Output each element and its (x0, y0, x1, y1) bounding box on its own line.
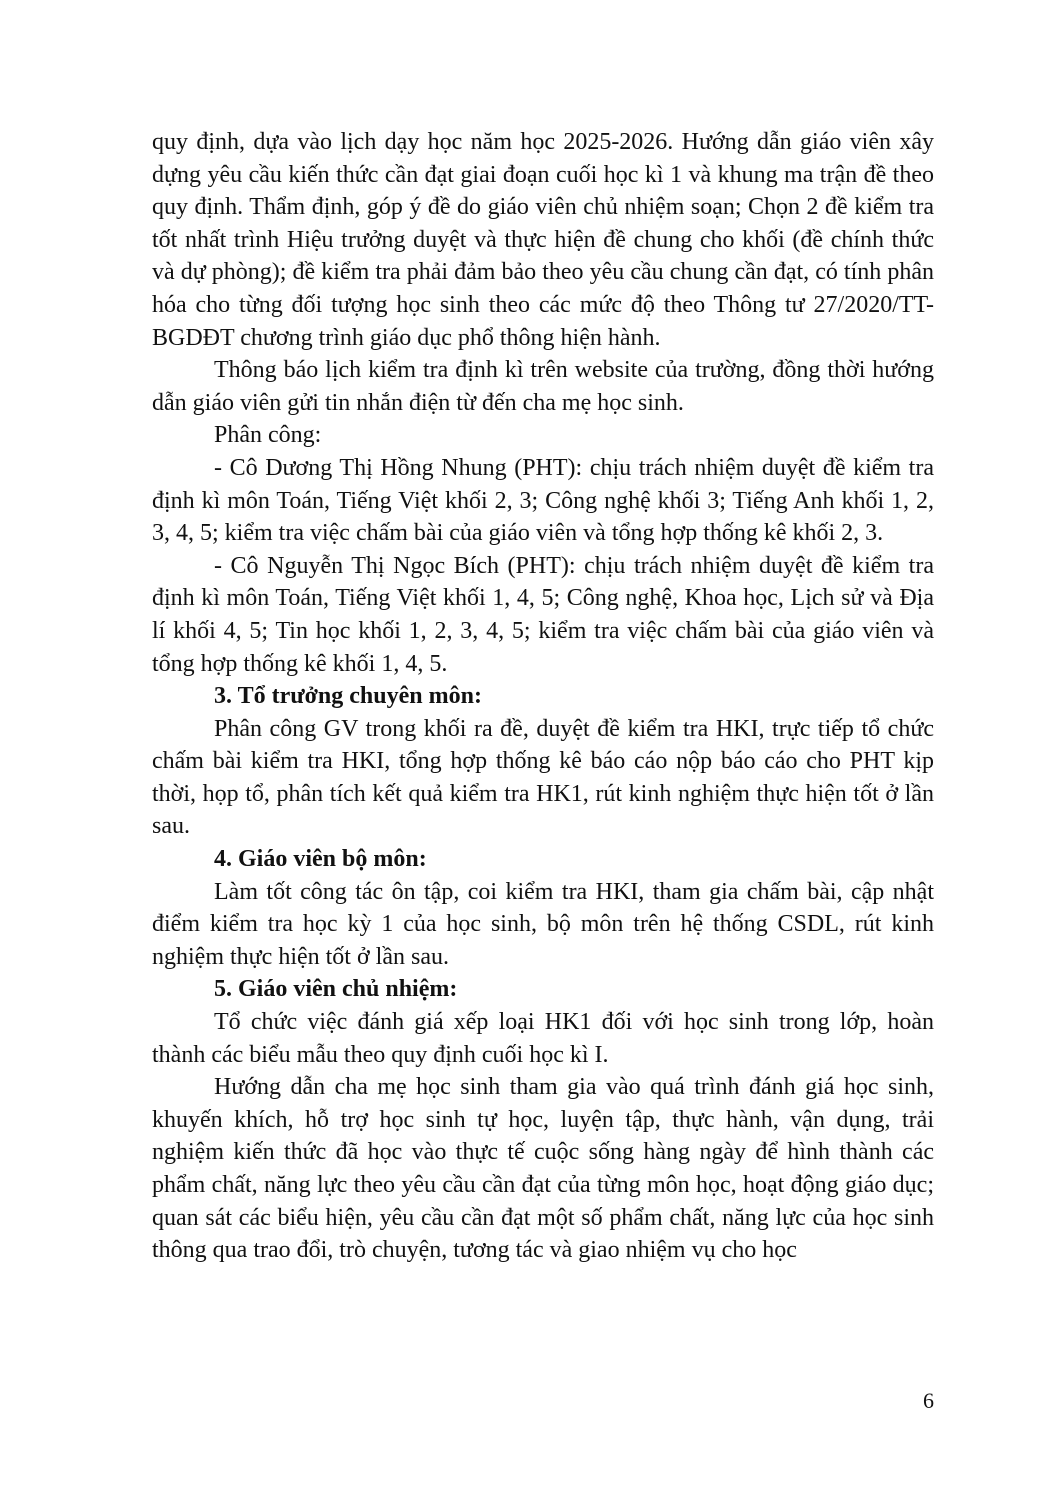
paragraph-section-4: Làm tốt công tác ôn tập, coi kiểm tra HKI, tham gia chấm bài, cập nhật điểm kiểm tra học kỳ 1 của học sinh, bộ môn trên hệ thống CSDL, rút kinh nghiệm thực hiện tốt ở lần sau. (152, 878, 934, 970)
paragraph-assign-1: - Cô Dương Thị Hồng Nhung (PHT): chịu trách nhiệm duyệt đề kiểm tra định kì môn Toán, Tiếng Việt khối 2, 3; Công nghệ khối 3; Tiếng Anh khối 1, 2, 3, 4, 5; kiểm tra việc chấm bài của giáo viên và tổng hợp thống kê khối 2, 3. (152, 454, 934, 547)
paragraph-notice: Thông báo lịch kiểm tra định kì trên website của trường, đồng thời hướng dẫn giáo viên gửi tin nhắn điện từ đến cha mẹ học sinh. (152, 357, 934, 416)
section-5-heading: 5. Giáo viên chủ nhiệm: (214, 976, 458, 1003)
paragraph-assign-2: - Cô Nguyễn Thị Ngọc Bích (PHT): chịu trách nhiệm duyệt đề kiểm tra định kì môn Toán, Tiếng Việt khối 1, 4, 5; Công nghệ, Khoa học, Lịch sử và Địa lí khối 4, 5; Tin học khối 1, 2, 3, 4, 5; kiểm tra việc chấm bài của giáo viên và tổng hợp thống kê khối 1, 4, 5. (152, 552, 934, 677)
paragraph-section-3: Phân công GV trong khối ra đề, duyệt đề kiểm tra HKI, trực tiếp tổ chức chấm bài kiểm tra HKI, tổng hợp thống kê báo cáo nộp báo cáo cho PHT kịp thời, họp tổ, phân tích kết quả kiểm tra HK1, rút kinh nghiệm thực hiện tốt ở lần sau. (152, 715, 934, 840)
paragraph-section-5-a: Tổ chức việc đánh giá xếp loại HK1 đối với học sinh trong lớp, hoàn thành các biểu mẫu theo quy định cuối học kì I. (152, 1009, 934, 1068)
section-4-heading: 4. Giáo viên bộ môn: (214, 846, 427, 873)
paragraph-intro: quy định, dựa vào lịch dạy học năm học 2025-2026. Hướng dẫn giáo viên xây dựng yêu cầu kiến thức cần đạt giai đoạn cuối học kì 1 và khung ma trận đề theo quy định. Thẩm định, góp ý đề do giáo viên chủ nhiệm soạn; Chọn 2 đề kiểm tra tốt nhất trình Hiệu trưởng duyệt và thực hiện đề chung cho khối (đề chính thức và dự phòng); đề kiểm tra phải đảm bảo theo yêu cầu chung cần đạt, có tính phân hóa cho từng đối tượng học sinh theo các mức độ theo Thông tư 27/2020/TT-BGDĐT chương trình giáo dục phổ thông hiện hành. (152, 129, 934, 351)
paragraph-assign-label: Phân công: (214, 422, 322, 449)
paragraph-section-5-b: Hướng dẫn cha mẹ học sinh tham gia vào quá trình đánh giá học sinh, khuyến khích, hỗ trợ học sinh tự học, luyện tập, thực hành, vận dụng, trải nghiệm kiến thức đã học vào thực tế cuộc sống hàng ngày để hình thành các phẩm chất, năng lực theo yêu cầu cần đạt của từng môn học, hoạt động giáo dục; quan sát các biểu hiện, yêu cầu cần đạt một số phẩm chất, năng lực của học sinh thông qua trao đổi, trò chuyện, tương tác và giao nhiệm vụ cho học (152, 1074, 934, 1264)
document-page (152, 126, 934, 1267)
page-number: 6 (923, 1388, 934, 1413)
section-3-heading: 3. Tổ trưởng chuyên môn: (214, 683, 482, 710)
